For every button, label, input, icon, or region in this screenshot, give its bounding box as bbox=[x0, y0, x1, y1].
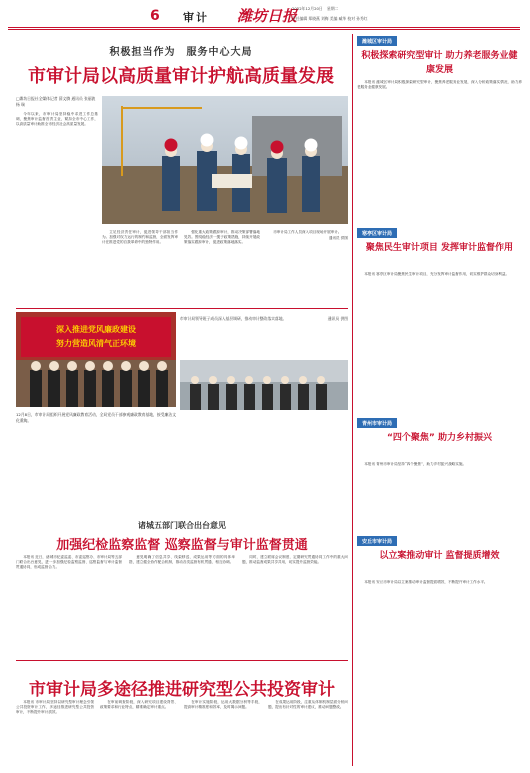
bottom-column-3 bbox=[184, 700, 262, 766]
bottom-paragraph: 本报讯 市审计局坚持以研究型审计理念引领公共投资审计工作，多途径推进研究型公共投资审计，不断提升审计质效。 bbox=[16, 700, 94, 715]
date: 2022年12月20日 bbox=[292, 6, 323, 11]
lead-column-3 bbox=[184, 230, 260, 300]
sidebar-title-qingzhou: “四个聚焦” 助力乡村振兴 bbox=[387, 433, 492, 443]
banner-text-line-2: 努力营造风清气正环境 bbox=[56, 339, 136, 348]
sidebar-tag-hanting: 寒亭区审计局 bbox=[357, 228, 397, 238]
bottom-column-1 bbox=[16, 700, 94, 766]
lead-photo-caption: 市审计局工作人员深入项目现场开展审计。 bbox=[273, 230, 342, 234]
middle-paragraph: 本报讯 近日，诸城市纪委监委、市委巡察办、市审计局等五部门联合出台意见，进一步加强纪检监察监督、巡察监督与审计监督贯通协同，形成监督合力。 bbox=[16, 555, 122, 570]
section-divider bbox=[16, 660, 348, 661]
middle-column-3 bbox=[242, 555, 348, 655]
bottom-paragraph: 在审计实施阶段，运用大数据分析等手段，提高审计精准度和效率，及时揭示问题。 bbox=[184, 700, 262, 710]
meeting-photo-image bbox=[180, 360, 348, 410]
sidebar-title-anqiu: 以立案推动审计 监督提质增效 bbox=[379, 551, 500, 561]
construction-site-image bbox=[102, 96, 348, 224]
sidebar-title-hanting: 聚焦民生审计项目 发挥审计监督作用 bbox=[365, 243, 514, 253]
bottom-column-2 bbox=[100, 700, 178, 766]
middle-right-photo bbox=[180, 360, 348, 410]
lead-paragraph: 强化重大政策跟踪审计，推动决策部署落地见效。围绕稳经济一揽子政策措施，持续开展政策落实跟踪审计，促进政策落地落实。 bbox=[184, 230, 260, 245]
sidebar-paragraph: 本报讯 安丘市审计局以立案推动审计监督提质增效，不断提升审计工作水平。 bbox=[364, 580, 488, 584]
sidebar-title-weicheng: 积极探索研究型审计 助力养老服务业健康发展 bbox=[361, 51, 518, 75]
lead-photo-credit: 通讯员 供图 bbox=[328, 236, 348, 241]
sidebar-tag-qingzhou: 青州市审计局 bbox=[357, 418, 397, 428]
lead-paragraph: 立足经济责任审计，促进领导干部担当作为。加强对权力运行的制约和监督，全面发挥审计在推进党的自我革命中的独特作用。 bbox=[102, 230, 178, 245]
middle-photo bbox=[16, 312, 176, 407]
middle-column-2 bbox=[129, 555, 235, 655]
sidebar-paragraph: 本报讯 潍城区审计局积极探索研究型审计，聚焦养老服务业发展，深入分析政策落实情况，助力养老服务业健康发展。 bbox=[357, 80, 522, 90]
middle-right-caption-text: 市审计局领导班子成员深入基层调研，推动审计整改落实落地。 bbox=[180, 316, 287, 321]
middle-right-caption bbox=[180, 316, 348, 358]
dateline bbox=[292, 6, 341, 12]
lead-headline: 市审计局以高质量审计护航高质量发展 bbox=[28, 66, 334, 87]
editors-line: 责任编辑 郑晓燕 刘梅 美编 臧华 校对 孙秀红 bbox=[292, 16, 368, 21]
lead-byline: □潍坊日报社全媒体记者 薛文腾 通讯员 张丽波 杨 瑞 bbox=[16, 96, 96, 107]
middle-paragraph: 意见明确了信息共享、线索移送、成果运用等方面的具体举措，建立健全协作配合机制，推动各类监督有机贯通、相互协调。 bbox=[129, 555, 235, 565]
banner-text-line-1: 深入推进党风廉政建设 bbox=[56, 325, 136, 334]
bottom-paragraph: 在成果运用阶段，注重从体制机制层面分析问题，提出有针对性的审计建议，推动问题整改。 bbox=[268, 700, 348, 710]
lead-column-2 bbox=[102, 230, 178, 300]
lead-paragraph: 今年以来，市审计局坚持稳中求进工作总基调，聚焦审计监督首责主业，紧扣全市中心工作，以高质量审计助推全市经济社会高质量发展。 bbox=[16, 112, 98, 127]
lead-photo bbox=[102, 96, 348, 224]
middle-paragraph: 同时，建立联席会议制度，定期研究贯通协同工作中的重大问题，推动监督成果共享共用，切实提升监督效能。 bbox=[242, 555, 348, 565]
group-photo-image bbox=[16, 312, 176, 407]
middle-right-credit: 通讯员 供图 bbox=[327, 316, 348, 321]
middle-headline: 加强纪检监察监督 巡察监督与审计监督贯通 bbox=[56, 538, 308, 553]
bottom-paragraph: 在审前调查阶段，深入研究项目建设背景、政策要求和行业特点，精准确定审计重点。 bbox=[100, 700, 178, 710]
bottom-column-4 bbox=[268, 700, 348, 766]
sidebar-paragraph: 本报讯 寒亭区审计局聚焦民生审计项目，充分发挥审计监督作用，切实维护群众切身利益。 bbox=[364, 272, 510, 276]
middle-column-1 bbox=[16, 555, 122, 655]
middle-photo-caption: 12月8日，市审计局组织开展党风廉政教育活动，全局党员干部参观廉政教育基地，接受廉洁文化熏陶。 bbox=[16, 412, 176, 423]
masthead-rule bbox=[8, 27, 520, 28]
weekday: 星期二 bbox=[326, 6, 339, 11]
section-name: 审计 bbox=[183, 11, 209, 24]
newspaper-logo: 潍坊日报 bbox=[237, 7, 298, 25]
masthead bbox=[0, 0, 530, 30]
masthead-rule-thin bbox=[8, 29, 520, 30]
column-separator bbox=[352, 34, 353, 766]
lead-column-1 bbox=[16, 112, 98, 220]
section-divider bbox=[16, 308, 348, 309]
sidebar-paragraph: 本报讯 青州市审计局坚持“四个聚焦”，助力乡村振兴战略实施。 bbox=[364, 462, 467, 466]
bottom-headline: 市审计局多途径推进研究型公共投资审计 bbox=[29, 680, 335, 700]
lead-kicker: 积极担当作为 服务中心大局 bbox=[109, 47, 253, 58]
sidebar-tag-weicheng: 潍城区审计局 bbox=[357, 36, 397, 46]
sidebar-tag-anqiu: 安丘市审计局 bbox=[357, 536, 397, 546]
page-number: 6 bbox=[150, 8, 160, 24]
sidebar-text-qingzhou bbox=[357, 462, 522, 542]
sidebar-text-anqiu bbox=[357, 580, 522, 765]
sidebar-text-hanting bbox=[357, 272, 522, 402]
lead-column-4 bbox=[266, 230, 348, 300]
middle-kicker: 诸城五部门联合出台意见 bbox=[138, 521, 226, 530]
sidebar-text-weicheng bbox=[357, 80, 522, 220]
